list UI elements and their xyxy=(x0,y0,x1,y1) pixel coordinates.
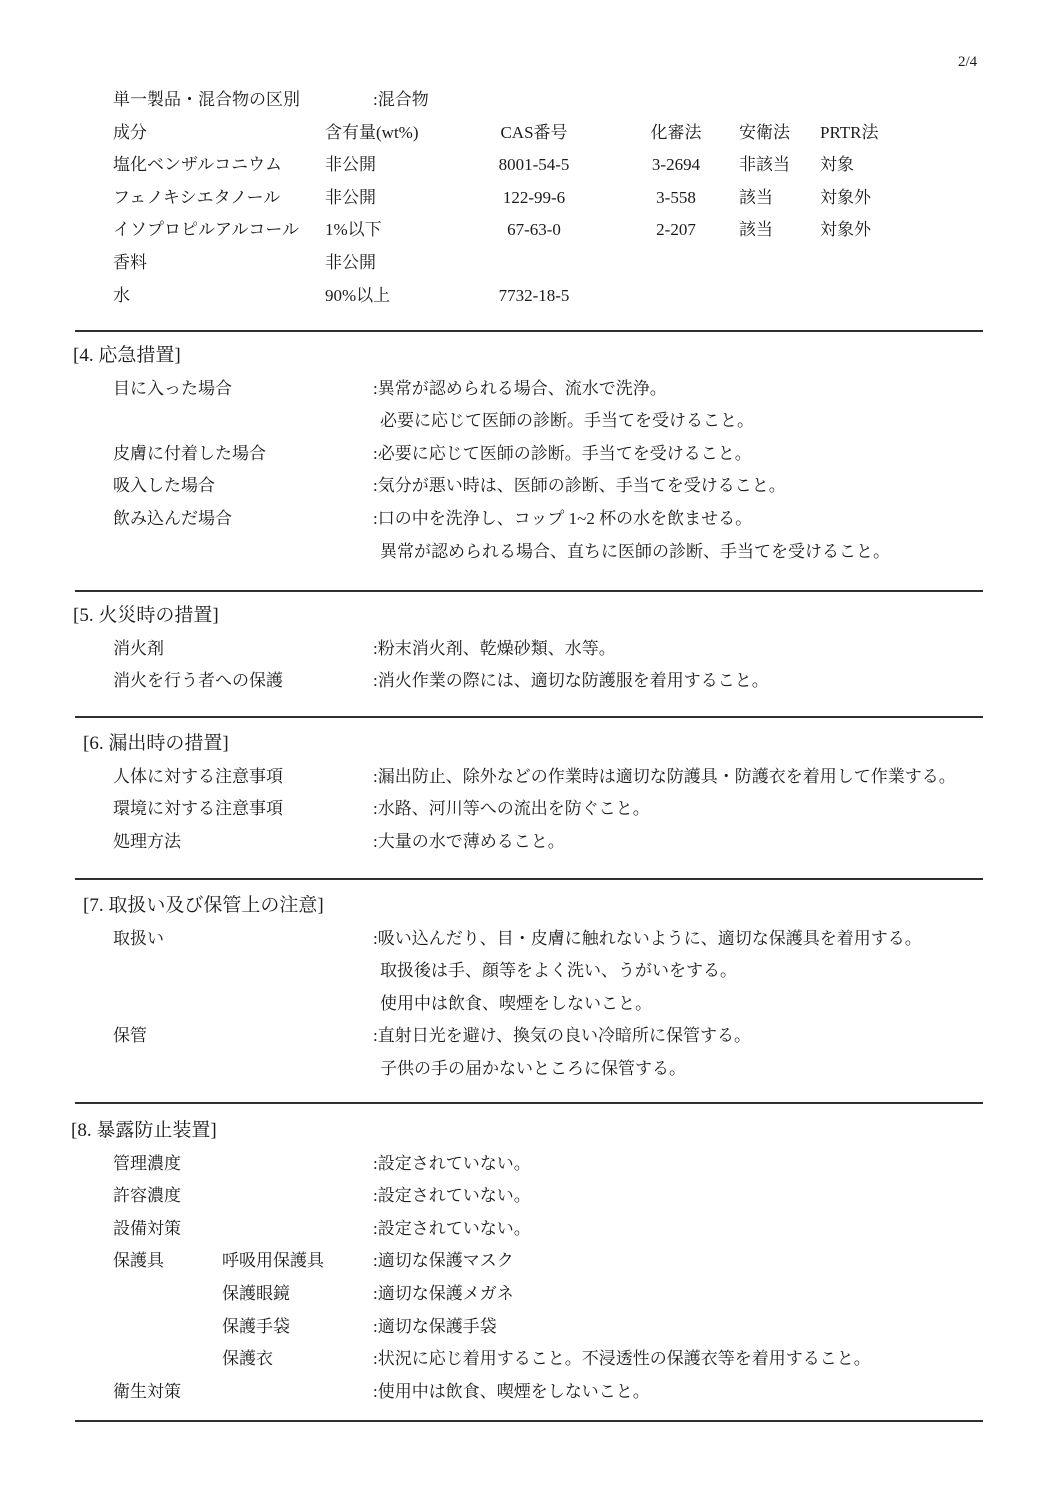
field-value-line: :漏出防止、除外などの作業時は適切な防護具・防護衣を着用して作業する。 xyxy=(373,766,956,786)
component-cell: 3-558 xyxy=(656,187,696,207)
field-value xyxy=(373,793,1061,826)
field-row xyxy=(0,1311,1061,1344)
field-row xyxy=(0,470,1061,503)
field-label: 処理方法 xyxy=(113,831,181,851)
composition-block xyxy=(0,84,1061,312)
field-label: 目に入った場合 xyxy=(113,378,232,398)
field-value-line: :気分が悪い時は、医師の診断、手当てを受けること。 xyxy=(373,476,786,496)
field-row xyxy=(0,665,1061,698)
section-title: [4. 応急措置] xyxy=(73,345,181,366)
component-cell: 8001-54-5 xyxy=(498,155,570,175)
field-value-line: :状況に応じ着用すること。不浸透性の保護衣等を着用すること。 xyxy=(373,1349,871,1369)
field-value xyxy=(373,761,1061,794)
component-cell: 90%以上 xyxy=(325,285,391,305)
section-title: [7. 取扱い及び保管上の注意] xyxy=(83,895,324,916)
component-cell: 67-63-0 xyxy=(507,220,561,240)
field-sublabel: 保護眼鏡 xyxy=(222,1283,290,1303)
component-cell: イソプロピルアルコール xyxy=(113,220,299,240)
field-sublabel: 保護手袋 xyxy=(222,1316,290,1336)
field-row xyxy=(0,1278,1061,1311)
field-value-line: 必要に応じて医師の診断。手当てを受けること。 xyxy=(380,411,754,431)
composition-table xyxy=(0,117,1061,313)
component-cell: 非公開 xyxy=(325,155,376,175)
field-row xyxy=(0,793,1061,826)
field-value-line: :設定されていない。 xyxy=(373,1186,531,1206)
component-cell: 対象 xyxy=(820,155,854,175)
field-row xyxy=(0,826,1061,859)
column-header: 化審法 xyxy=(650,122,702,142)
field-value xyxy=(373,438,1061,471)
component-cell: 2-207 xyxy=(656,220,696,240)
field-label: 飲み込んだ場合 xyxy=(113,508,232,528)
field-row xyxy=(0,923,1061,1021)
field-row xyxy=(0,1148,1061,1181)
field-value-line: :吸い込んだり、目・皮膚に触れないように、適切な保護具を着用する。 xyxy=(373,928,922,948)
component-cell: 3-2694 xyxy=(651,155,701,175)
component-cell: 該当 xyxy=(739,220,773,240)
field-row xyxy=(0,373,1061,438)
section-divider-rule xyxy=(75,878,983,880)
component-cell: 7732-18-5 xyxy=(498,285,570,305)
section-title: [8. 暴露防止装置] xyxy=(71,1120,217,1141)
section xyxy=(0,330,1061,568)
field-value xyxy=(373,1343,1061,1376)
field-value-line: :適切な保護メガネ xyxy=(373,1283,514,1303)
field-label: 人体に対する注意事項 xyxy=(113,766,283,786)
field-row xyxy=(0,1020,1061,1085)
field-value-line: :設定されていない。 xyxy=(373,1218,531,1238)
component-cell: 122-99-6 xyxy=(502,187,566,207)
field-value xyxy=(373,470,1061,503)
field-label: 消火剤 xyxy=(113,638,164,658)
field-label: 消火を行う者への保護 xyxy=(113,671,283,691)
field-row xyxy=(0,1343,1061,1376)
component-cell: 非公開 xyxy=(325,187,376,207)
field-value-line: :使用中は飲食、喫煙をしないこと。 xyxy=(373,1381,650,1401)
field-value-line: :口の中を洗浄し、コップ 1~2 杯の水を飲ませる。 xyxy=(373,508,753,528)
field-sublabel: 呼吸用保護具 xyxy=(222,1251,324,1271)
component-cell: 非該当 xyxy=(739,155,790,175)
field-value-line: :粉末消火剤、乾燥砂類、水等。 xyxy=(373,638,616,658)
component-cell: 水 xyxy=(113,285,130,305)
page-number: 2/4 xyxy=(958,54,978,70)
field-row xyxy=(0,761,1061,794)
field-value xyxy=(373,1278,1061,1311)
component-cell: 非公開 xyxy=(325,252,376,272)
section-divider-rule xyxy=(75,590,983,592)
section-divider-rule xyxy=(75,330,983,332)
field-value-line: :大量の水で薄めること。 xyxy=(373,831,565,851)
component-row xyxy=(0,280,1061,313)
field-value xyxy=(373,665,1061,698)
classification-label: 単一製品・混合物の区別 xyxy=(113,90,300,109)
field-row xyxy=(0,1376,1061,1409)
bottom-rule xyxy=(75,1420,983,1422)
field-value xyxy=(373,826,1061,859)
section-divider-rule xyxy=(75,716,983,718)
field-value xyxy=(373,1020,1061,1085)
field-label: 吸入した場合 xyxy=(113,476,215,496)
field-value xyxy=(373,1376,1061,1409)
component-row xyxy=(0,247,1061,280)
field-value-line: :直射日光を避け、換気の良い冷暗所に保管する。 xyxy=(373,1026,752,1046)
field-value xyxy=(373,633,1061,666)
section-title: [6. 漏出時の措置] xyxy=(83,733,229,754)
field-label: 保護具 xyxy=(113,1251,164,1271)
component-row xyxy=(0,182,1061,215)
field-label: 設備対策 xyxy=(113,1218,181,1238)
field-row xyxy=(0,438,1061,471)
field-value xyxy=(373,1311,1061,1344)
field-value xyxy=(373,1213,1061,1246)
field-value-line: :異常が認められる場合、流水で洗浄。 xyxy=(373,378,667,398)
field-value-line: :設定されていない。 xyxy=(373,1153,531,1173)
field-value-line: :適切な保護マスク xyxy=(373,1251,514,1271)
field-value xyxy=(373,923,1061,1021)
section xyxy=(0,716,1061,858)
field-row xyxy=(0,1180,1061,1213)
field-row xyxy=(0,1213,1061,1246)
component-cell: 香料 xyxy=(113,252,147,272)
component-cell: 塩化ベンザルコニウム xyxy=(113,155,282,175)
field-row xyxy=(0,1245,1061,1278)
field-label: 環境に対する注意事項 xyxy=(113,799,283,819)
column-header: 成分 xyxy=(113,122,147,142)
field-label: 保管 xyxy=(113,1026,147,1046)
section xyxy=(0,1102,1061,1408)
field-value xyxy=(373,503,1061,568)
section-divider-rule xyxy=(75,1102,983,1104)
field-value-line: 子供の手の届かないところに保管する。 xyxy=(380,1058,686,1078)
component-cell: フェノキシエタノール xyxy=(113,187,281,207)
field-row xyxy=(0,503,1061,568)
component-cell: 対象外 xyxy=(820,220,871,240)
classification-row xyxy=(0,84,1061,117)
composition-header-row xyxy=(0,117,1061,150)
field-value-line: 異常が認められる場合、直ちに医師の診断、手当てを受けること。 xyxy=(380,541,890,561)
component-cell: 該当 xyxy=(739,187,773,207)
field-value xyxy=(373,1148,1061,1181)
component-row xyxy=(0,149,1061,182)
column-header: 含有量(wt%) xyxy=(325,122,419,142)
field-row xyxy=(0,633,1061,666)
field-sublabel: 保護衣 xyxy=(222,1349,273,1369)
field-value-line: :適切な保護手袋 xyxy=(373,1316,497,1336)
component-row xyxy=(0,214,1061,247)
field-value-line: 取扱後は手、顔等をよく洗い、うがいをする。 xyxy=(380,961,737,981)
field-value-line: 使用中は飲食、喫煙をしないこと。 xyxy=(380,993,652,1013)
field-value xyxy=(373,373,1061,438)
field-value xyxy=(373,1180,1061,1213)
column-header: 安衛法 xyxy=(739,122,790,142)
section xyxy=(0,878,1061,1086)
field-label: 取扱い xyxy=(113,928,164,948)
field-label: 管理濃度 xyxy=(113,1153,181,1173)
field-value-line: :必要に応じて医師の診断。手当てを受けること。 xyxy=(373,443,752,463)
classification-value: :混合物 xyxy=(373,90,429,109)
field-label: 衛生対策 xyxy=(113,1381,181,1401)
component-cell: 対象外 xyxy=(820,187,871,207)
component-cell: 1%以下 xyxy=(325,220,382,240)
field-value-line: :水路、河川等への流出を防ぐこと。 xyxy=(373,799,650,819)
field-value xyxy=(373,1245,1061,1278)
section-title: [5. 火災時の措置] xyxy=(73,605,219,626)
field-label: 許容濃度 xyxy=(113,1186,181,1206)
column-header: PRTR法 xyxy=(820,122,879,142)
field-value-line: :消火作業の際には、適切な防護服を着用すること。 xyxy=(373,671,769,691)
field-label: 皮膚に付着した場合 xyxy=(113,443,266,463)
column-header: CAS番号 xyxy=(500,122,568,142)
section xyxy=(0,590,1061,698)
